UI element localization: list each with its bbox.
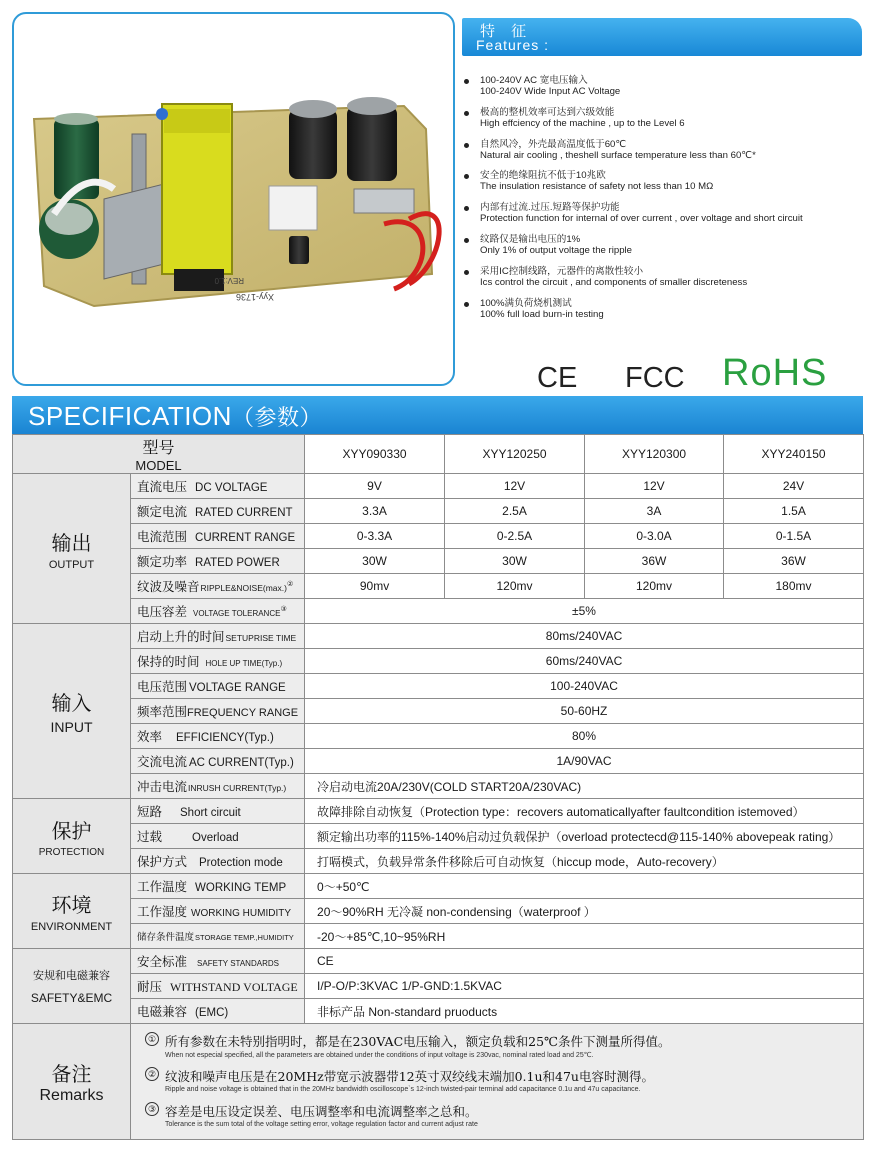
value-cell: 0-2.5A (445, 524, 585, 549)
value-cell: 100-240VAC (305, 674, 864, 699)
row-label (131, 874, 305, 899)
bullet-icon (464, 79, 469, 84)
value-cell: 36W (724, 549, 864, 574)
label-cn: 工作湿度 (137, 904, 188, 919)
label-en: SETUPRISE TIME (225, 633, 297, 643)
feature-item (462, 266, 867, 298)
model-en: MODEL (135, 458, 182, 473)
row-label (131, 599, 305, 624)
label-en: RATED CURRENT (195, 507, 293, 519)
label-cn: 短路 (137, 804, 163, 819)
table-row (13, 724, 864, 749)
label-cn: 启动上升的时间 (137, 629, 225, 644)
row-label (131, 824, 305, 849)
feature-cn: 100-240V AC 宽电压输入 (480, 75, 588, 86)
label-en: RATED POWER (195, 557, 280, 569)
row-label (131, 799, 305, 824)
board-rev-text: REV:1.0 (214, 276, 244, 285)
value-cell: 额定输出功率的115%-140%启动过负载保护（overload protectecd@115-140% abovepeak rating） (305, 824, 864, 849)
bullet-icon (464, 302, 469, 307)
label-cn: 保护方式 (137, 854, 188, 869)
row-label (131, 574, 305, 599)
footnote-mark: ② (286, 581, 294, 588)
label-en: (EMC) (195, 1007, 229, 1019)
table-row (13, 524, 864, 549)
row-label (131, 624, 305, 649)
value-cell: 0-3.3A (305, 524, 445, 549)
table-row (13, 649, 864, 674)
label-en: EFFICIENCY(Typ.) (176, 732, 274, 744)
features-title-en: Features : (476, 37, 550, 53)
value-cell: -20～+85℃,10~95%RH (305, 924, 864, 949)
label-en: DC VOLTAGE (195, 482, 268, 494)
feature-item (462, 298, 867, 330)
row-label (131, 924, 305, 949)
value-cell: 3.3A (305, 499, 445, 524)
remarks-group-label (13, 1024, 131, 1140)
table-row (13, 749, 864, 774)
group-en: SAFETY&EMC (30, 991, 113, 1005)
group-en: OUTPUT (48, 558, 95, 571)
label-cn: 工作温度 (137, 879, 188, 894)
group-cn: 保护 (51, 818, 92, 843)
row-label (131, 649, 305, 674)
group-cn: 安规和电磁兼容 (33, 969, 110, 982)
row-label (131, 474, 305, 499)
feature-item (462, 139, 867, 171)
table-row (13, 624, 864, 649)
model-row (13, 435, 864, 474)
value-cell: 0～+50℃ (305, 874, 864, 899)
output-group-label (13, 474, 131, 624)
group-en: Remarks (39, 1087, 104, 1104)
table-row (13, 699, 864, 724)
remark-cn: 容差是电压设定误差、电压调整率和电流调整率之总和。 (165, 1104, 478, 1119)
bullet-icon (464, 111, 469, 116)
label-cn: 电流范围 (137, 529, 188, 544)
model-cell: XYY090330 (305, 435, 445, 474)
model-cell: XYY120250 (445, 435, 585, 474)
model-cell: XYY240150 (724, 435, 864, 474)
label-en: WORKING TEMP (195, 882, 287, 894)
bullet-icon (464, 238, 469, 243)
ce-mark: CE (537, 362, 578, 394)
table-row (13, 824, 864, 849)
bullet-icon (464, 174, 469, 179)
label-en: FREQUENCY RANGE (187, 707, 299, 719)
remark-en: Tolerance is the sum total of the voltage setting error, voltage regulation factor and current adjust rate (165, 1121, 478, 1128)
value-cell: 20～90%RH 无冷凝 non-condensing（waterproof ） (305, 899, 864, 924)
bullet-icon (464, 206, 469, 211)
remark-number: ③ (145, 1102, 159, 1116)
feature-en: 100% full load burn-in testing (480, 308, 604, 320)
value-cell: 36W (585, 549, 724, 574)
label-cn: 效率 (137, 729, 163, 744)
row-label (131, 499, 305, 524)
feature-cn: 内部有过流.过压.短路等保护功能 (480, 202, 620, 214)
bullet-icon (464, 270, 469, 275)
feature-item (462, 107, 867, 139)
label-en: Protection mode (199, 857, 283, 869)
label-cn: 频率范围 (137, 704, 188, 719)
spec-table (12, 434, 864, 1140)
row-label (131, 974, 305, 999)
value-cell: CE (305, 949, 864, 974)
label-cn: 纹波及噪音 (137, 579, 200, 594)
remark-cn: 所有参数在未特别指明时，都是在230VAC电压输入，额定负载和25℃条件下测量所得值。 (165, 1034, 671, 1049)
protection-group-label (13, 799, 131, 874)
value-cell: ±5% (305, 599, 864, 624)
label-en: Short circuit (180, 807, 241, 819)
value-cell: 30W (305, 549, 445, 574)
group-cn: 输入 (51, 691, 92, 715)
label-cn: 过载 (137, 829, 163, 844)
value-cell: 30W (445, 549, 585, 574)
remark-cn: 纹波和噪声电压是在20MHz带宽示波器带12英寸双绞线末端加0.1u和47u电容时测得。 (165, 1069, 654, 1084)
row-label (131, 524, 305, 549)
table-row (13, 574, 864, 599)
row-label (131, 549, 305, 574)
remark-number: ① (145, 1032, 159, 1046)
remark-en: When not especial specified, all the parameters are obtained under the conditions of input voltage is 230vac, nominal rated load and 25℃. (165, 1052, 594, 1059)
label-en: RIPPLE&NOISE(max.) (200, 583, 287, 593)
model-header (13, 435, 305, 474)
fcc-mark: FCC (625, 362, 685, 394)
label-cn: 额定功率 (137, 554, 188, 569)
feature-en: Natural air cooling , theshell surface temperature less than 60℃* (480, 149, 756, 161)
features-header (462, 18, 862, 56)
value-cell: 50-60HZ (305, 699, 864, 724)
group-cn: 备注 (51, 1062, 92, 1086)
feature-en: Ics control the circuit , and components of smaller discreteness (480, 276, 748, 288)
group-en: PROTECTION (38, 846, 105, 858)
feature-en: The insulation resistance of safety not less than 10 MΩ (480, 181, 714, 193)
feature-item (462, 202, 867, 234)
board-model-text: Xyy-1736 (235, 292, 274, 302)
feature-cn: 100%满负荷烧机测试 (480, 297, 572, 309)
label-cn: 交流电流 (137, 754, 188, 769)
value-cell: I/P-O/P:3KVAC 1/P-GND:1.5KVAC (305, 974, 864, 999)
spec-title-cn: （参数） (231, 406, 322, 431)
remark-number: ② (145, 1067, 159, 1081)
group-cn: 环境 (51, 893, 92, 917)
label-cn: 电压范围 (137, 679, 188, 694)
value-cell: 非标产品 Non-standard pruoducts (305, 999, 864, 1024)
rohs-mark: RoHS (722, 352, 828, 394)
value-cell: 60ms/240VAC (305, 649, 864, 674)
value-cell: 80ms/240VAC (305, 624, 864, 649)
value-cell: 故障排除自动恢复（Protection type：recovers automaticallyafter faultcondition istemoved） (305, 799, 864, 824)
safety-group-label (13, 949, 131, 1024)
label-en: INRUSH CURRENT(Typ.) (188, 783, 287, 793)
value-cell: 1A/90VAC (305, 749, 864, 774)
remark-item (131, 1064, 863, 1099)
table-row (13, 774, 864, 799)
value-cell: 120mv (585, 574, 724, 599)
row-label (131, 849, 305, 874)
table-row (13, 924, 864, 949)
label-cn: 储存条件温度 (137, 932, 195, 943)
label-en: SAFETY STANDARDS (197, 959, 279, 968)
feature-cn: 纹路仅是输出电压的1% (480, 233, 581, 245)
group-en: ENVIRONMENT (30, 921, 113, 933)
table-row (13, 799, 864, 824)
spec-title: SPECIFICATION (28, 401, 232, 431)
row-label (131, 949, 305, 974)
feature-item (462, 234, 867, 266)
features-title-cn: 特 征 (480, 23, 533, 40)
group-cn: 输出 (51, 530, 92, 555)
label-cn: 冲击电流 (137, 779, 188, 794)
table-row (13, 874, 864, 899)
input-group-label (13, 624, 131, 799)
value-cell: 180mv (724, 574, 864, 599)
pcb-board-illustration (14, 14, 453, 384)
label-en: WITHSTAND VOLTAGE (170, 980, 298, 994)
label-cn: 直流电压 (137, 479, 188, 494)
feature-item (462, 170, 867, 202)
footnote-mark: ③ (280, 606, 287, 613)
table-row (13, 974, 864, 999)
group-en: INPUT (50, 719, 93, 735)
heatsink-bracket (104, 184, 164, 279)
label-cn: 保持的时间 (137, 654, 200, 669)
table-row (13, 499, 864, 524)
label-en: VOLTAGE TOLERANCE (193, 609, 281, 618)
label-en: Overload (192, 832, 239, 844)
label-cn: 电压容差 (137, 604, 188, 619)
remarks-content (131, 1024, 864, 1140)
row-label (131, 749, 305, 774)
label-en: VOLTAGE RANGE (189, 682, 286, 694)
value-cell: 打嗝模式，负载异常条件移除后可自动恢复（hiccup mode，Auto-recovery） (305, 849, 864, 874)
row-label (131, 999, 305, 1024)
capacitor-large-1 (289, 109, 337, 179)
value-cell: 9V (305, 474, 445, 499)
label-en: STORAGE TEMP.,HUMIDITY (195, 933, 294, 942)
feature-cn: 极高的整机效率可达到六级效能 (480, 106, 615, 118)
feature-en: High effciency of the machine , up to the Level 6 (480, 117, 685, 129)
remark-en: Ripple and noise voltage is obtained that in the 20MHz bandwidth oscilloscope`s 12-inch twisted-pair terminal add capacitance 0.1u and 47u capacitance. (165, 1086, 641, 1093)
environment-group-label (13, 874, 131, 949)
value-cell: 90mv (305, 574, 445, 599)
feature-cn: 安全的绝缘阻抗不低于10兆欧 (480, 170, 606, 182)
remarks-row (13, 1024, 864, 1140)
label-en: HOLE UP TIME(Typ.) (205, 659, 283, 668)
product-photo (12, 12, 455, 386)
features-list (462, 75, 867, 329)
row-label (131, 674, 305, 699)
label-cn: 安全标准 (137, 954, 188, 969)
feature-en: Only 1% of output voltage the ripple (480, 244, 632, 256)
table-row (13, 474, 864, 499)
row-label (131, 724, 305, 749)
table-row (13, 549, 864, 574)
label-cn: 耐压 (137, 979, 163, 994)
label-en: CURRENT RANGE (195, 532, 296, 544)
table-row (13, 674, 864, 699)
value-cell: 冷启动电流20A/230V(COLD START20A/230VAC) (305, 774, 864, 799)
table-row (13, 849, 864, 874)
label-cn: 电磁兼容 (137, 1004, 188, 1019)
feature-cn: 采用IC控制线路，元器件的离散性较小 (480, 265, 644, 277)
table-row (13, 949, 864, 974)
remark-item (131, 1099, 863, 1134)
value-cell: 0-1.5A (724, 524, 864, 549)
label-en: WORKING HUMIDITY (191, 908, 292, 919)
value-cell: 12V (445, 474, 585, 499)
label-en: AC CURRENT(Typ.) (189, 757, 294, 769)
row-label (131, 699, 305, 724)
value-cell: 1.5A (724, 499, 864, 524)
specification-banner (12, 396, 863, 434)
connector-white (269, 186, 317, 230)
feature-en: 100-240V Wide Input AC Voltage (480, 86, 621, 97)
value-cell: 2.5A (445, 499, 585, 524)
remark-item (131, 1029, 863, 1064)
row-label (131, 774, 305, 799)
feature-item (462, 75, 867, 107)
table-row (13, 999, 864, 1024)
value-cell: 24V (724, 474, 864, 499)
table-row (13, 599, 864, 624)
value-cell: 120mv (445, 574, 585, 599)
table-row (13, 899, 864, 924)
model-cn: 型号 (142, 438, 175, 457)
bullet-icon (464, 143, 469, 148)
feature-cn: 自然风冷，外壳最高温度低于60℃ (480, 138, 627, 150)
value-cell: 0-3.0A (585, 524, 724, 549)
value-cell: 80% (305, 724, 864, 749)
model-cell: XYY120300 (585, 435, 724, 474)
feature-en: Protection function for internal of over current , over voltage and short circuit (480, 213, 803, 225)
label-cn: 额定电流 (137, 504, 188, 519)
row-label (131, 899, 305, 924)
value-cell: 12V (585, 474, 724, 499)
value-cell: 3A (585, 499, 724, 524)
capacitor-large-2 (347, 106, 397, 181)
